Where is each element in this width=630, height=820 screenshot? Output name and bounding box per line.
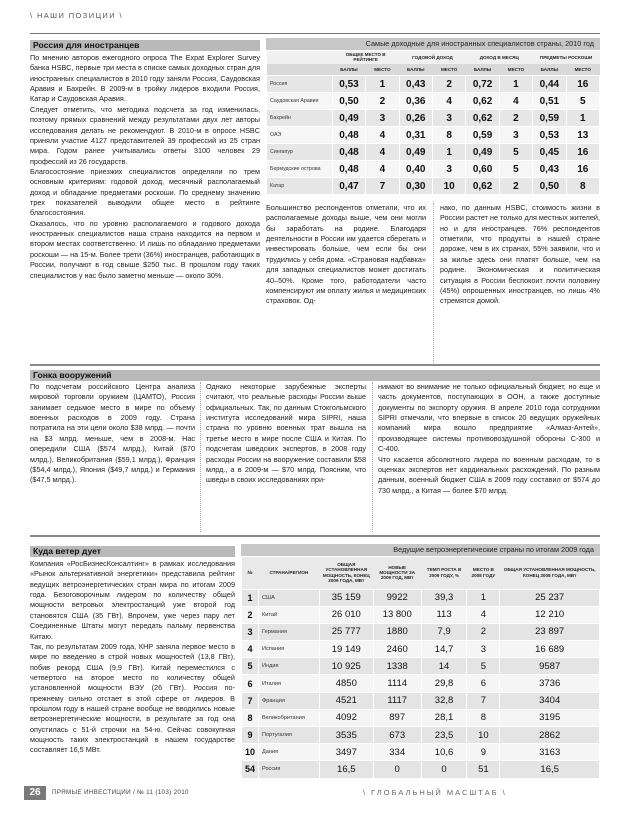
cell: 0,30 xyxy=(399,178,432,195)
paragraph: По мнению авторов ежегодного опроса The Expat Explorer Survey банка HSBC, первые три места в списке самых доходных стран для иностранных специалистов в 2010 году заняли Россия, Саудовская Аравия и Бахрейн. В 2009-м в тройку лидеров входили Россия, Катар и Саудовская Аравия. xyxy=(30,53,260,104)
table-row xyxy=(267,161,600,178)
row-country: Индия xyxy=(258,658,319,675)
cell: 16 xyxy=(566,161,599,178)
cell: 2 xyxy=(499,178,532,195)
article3-text xyxy=(30,559,235,756)
cell: 23,5 xyxy=(421,727,467,744)
cell: 2 xyxy=(366,93,399,110)
cell: 4 xyxy=(366,144,399,161)
cell: 32,8 xyxy=(421,692,467,709)
cell: 2 xyxy=(499,110,532,127)
row-country: Великобритания xyxy=(258,709,319,726)
cell: 0,59 xyxy=(533,110,566,127)
cell: 3163 xyxy=(500,744,600,761)
table-header: НОВЫЕ МОЩНОСТИ ЗА 2009 ГОД, МВт xyxy=(373,557,421,589)
row-country: Италия xyxy=(258,675,319,692)
cell: 4 xyxy=(432,93,465,110)
table-row xyxy=(267,178,600,195)
table-header: № xyxy=(242,557,259,589)
cell: 3195 xyxy=(500,709,600,726)
table-subheader: БАЛЛЫ xyxy=(466,64,499,76)
paragraph: Так, по результатам 2009 года, КНР заняла первое место в мире по введению в строй новых мощностей (13,8 ГВт), побив рекорд США (9,9 ГВт). Китай переместился с четвертого на второе место по количеству общей установленной мощности ВЭУ (26 ГВт). Россия по-прежнему сильно отстает в этой сфере от лидеров. В прошлом году в нашей стране вообще не вводились новые ветроэнергетические мощности, в результате за год она опустилась с 51-й строчки на 54-ю. Сейчас совокупная мощность таких электростанций в нашем государстве составляет 16,5 МВт. xyxy=(30,641,235,755)
cell: 9922 xyxy=(373,589,421,606)
table-header: МЕСТО В 2008 ГОДУ xyxy=(467,557,500,589)
row-country: Китай xyxy=(258,606,319,623)
table-group-header: ПРЕДМЕТЫ РОСКОШИ xyxy=(533,51,600,64)
cell: 0 xyxy=(373,761,421,778)
table-header: ТЕМП РОСТА В 2009 ГОДУ, % xyxy=(421,557,467,589)
cell: 5 xyxy=(467,658,500,675)
cell: 29,8 xyxy=(421,675,467,692)
article2-col2 xyxy=(206,382,366,486)
cell: 3 xyxy=(366,110,399,127)
cell: 0,40 xyxy=(399,161,432,178)
cell: 0,49 xyxy=(399,144,432,161)
row-country: ОАЭ xyxy=(267,127,333,144)
cell: 51 xyxy=(467,761,500,778)
cell: 6 xyxy=(467,675,500,692)
table-row xyxy=(242,692,600,709)
cell: 25 777 xyxy=(319,623,373,640)
cell: 1338 xyxy=(373,658,421,675)
row-country: Россия xyxy=(258,761,319,778)
cell: 1 xyxy=(499,76,532,93)
paragraph: Компания «РосБизнесКонсалтинг» в рамках исследования «Рынок альтернативной энергетики» представила рейтинг ведущих ветроэнергетических стран мира по итогам 2009 года. Безоговорочным лидером по количеству общей мощности ветровых электростанций уже второй год становятся США (35 ГВт). Впрочем, уже через пару лет Соединенные Штаты могут передать пальму первенства Китаю. xyxy=(30,559,235,641)
cell: 2 xyxy=(432,76,465,93)
cell: 0,36 xyxy=(399,93,432,110)
cell: 4092 xyxy=(319,709,373,726)
cell: 4521 xyxy=(319,692,373,709)
table-row xyxy=(242,623,600,640)
cell: 0,62 xyxy=(466,110,499,127)
cell: 0,72 xyxy=(466,76,499,93)
cell: 16 xyxy=(566,144,599,161)
table-header: СТРАНА/РЕГИОН xyxy=(258,557,319,589)
article1-col1 xyxy=(30,53,260,281)
table-subheader: МЕСТО xyxy=(499,64,532,76)
table-row xyxy=(242,727,600,744)
column-divider xyxy=(200,382,202,532)
row-country: Франция xyxy=(258,692,319,709)
cell: 8 xyxy=(432,127,465,144)
section-rule xyxy=(30,364,600,366)
cell: 23 897 xyxy=(500,623,600,640)
table-row xyxy=(267,127,600,144)
row-country: США xyxy=(258,589,319,606)
cell: 0,49 xyxy=(466,144,499,161)
row-country: Россия xyxy=(267,76,333,93)
row-number: 1 xyxy=(242,589,259,606)
column-divider xyxy=(372,382,374,532)
cell: 19 149 xyxy=(319,641,373,658)
row-country: Сингапур xyxy=(267,144,333,161)
row-country: Катар xyxy=(267,178,333,195)
cell: 9587 xyxy=(500,658,600,675)
cell: 10 xyxy=(432,178,465,195)
cell: 35 159 xyxy=(319,589,373,606)
row-number: 10 xyxy=(242,744,259,761)
cell: 3404 xyxy=(500,692,600,709)
cell: 0,51 xyxy=(533,93,566,110)
table-row xyxy=(242,709,600,726)
cell: 13 800 xyxy=(373,606,421,623)
article2-col1 xyxy=(30,382,195,486)
cell: 4 xyxy=(467,606,500,623)
paragraph: Оказалось, что по уровню располагаемого и годового дохода иностранных специалистов наша страна находится на первом и втором местах соответственно. И лишь по обладанию предметами роскоши — на 15-м. Более трети (36%) иностранцев, работающих в России, получают в год свыше $250 тыс. В прошлом году таких специалистов у нас было заметно меньше — около 30%. xyxy=(30,218,260,280)
cell: 0,62 xyxy=(466,93,499,110)
cell: 0 xyxy=(421,761,467,778)
row-number: 7 xyxy=(242,692,259,709)
cell: 0,59 xyxy=(466,127,499,144)
paragraph: Что касается абсолютного лидера по военным расходам, то в оценках экспертов нет кардинальных расхождений. По разным данным, военный бюджет США в 2009 году составил от $574 до 730 млрд., а Китая — более $70 млрд. xyxy=(378,454,600,495)
cell: 1 xyxy=(467,589,500,606)
paragraph: Следует отметить, что методика подсчета за год изменилась, поэтому прямых сравнений между результатами двух лет авторы исследования делать не рекомендуют. В 2010-м в опросе HSBC приняли участие 4127 представителей 39 профессий из 25 стран мира. Годом ранее учитывались ответы 3100 человек 29 профессий из 26 государств. xyxy=(30,104,260,166)
cell: 4 xyxy=(366,161,399,178)
cell: 8 xyxy=(566,178,599,195)
article2-col3 xyxy=(378,382,600,496)
cell: 4850 xyxy=(319,675,373,692)
row-number: 4 xyxy=(242,641,259,658)
paragraph: нимают во внимание не только официальный бюджет, но еще и часть документов, поступающих в ООН, а также доступные документы по экспорту оружия. В апреле 2010 года сотрудники SIPRI отмечали, что впервые в список 20 ведущих оружейных компаний мира вошло предприятие «Алмаз-Антей», производящее системы противовоздушной обороны С-300 и С-400. xyxy=(378,382,600,454)
cell: 1 xyxy=(566,110,599,127)
cell: 7 xyxy=(366,178,399,195)
cell: 0,47 xyxy=(332,178,365,195)
cell: 13 xyxy=(566,127,599,144)
footer-section-label: \ ГЛОБАЛЬНЫЙ МАСШТАБ \ xyxy=(363,788,507,797)
article1-title: Россия для иностранцев xyxy=(30,40,260,51)
cell: 3497 xyxy=(319,744,373,761)
cell: 673 xyxy=(373,727,421,744)
row-number: 6 xyxy=(242,675,259,692)
section-rule xyxy=(30,535,600,537)
cell: 7,9 xyxy=(421,623,467,640)
cell: 3736 xyxy=(500,675,600,692)
table-group-header: ДОХОД В МЕСЯЦ xyxy=(466,51,533,64)
row-country: Саудовская Аравия xyxy=(267,93,333,110)
cell: 0,60 xyxy=(466,161,499,178)
cell: 0,31 xyxy=(399,127,432,144)
table-row xyxy=(267,144,600,161)
cell: 0,45 xyxy=(533,144,566,161)
wind-table xyxy=(241,557,600,779)
cell: 10 925 xyxy=(319,658,373,675)
cell: 1117 xyxy=(373,692,421,709)
article1-col3 xyxy=(440,203,600,307)
cell: 12 210 xyxy=(500,606,600,623)
cell: 3 xyxy=(467,641,500,658)
table-row xyxy=(242,641,600,658)
cell: 0,49 xyxy=(332,110,365,127)
row-country: Дания xyxy=(258,744,319,761)
cell: 16,5 xyxy=(500,761,600,778)
row-country: Португалия xyxy=(258,727,319,744)
paragraph: Однако некоторые зарубежные эксперты считают, что реальные расходы России выше официальных. Так, по данным Стокгольмского института исследований мира SIPRI, наша страна по уровню военных трат вышла на третье место в мире после США и Китая. По подсчетам шведских экспертов, в 2008 году расходы России на вооружение составили $58 млрд., а в 2009-м — $70 млрд. Поясним, что шведы в своих исследованиях при- xyxy=(206,382,366,485)
income-table xyxy=(266,51,600,195)
cell: 7 xyxy=(467,692,500,709)
cell: 3535 xyxy=(319,727,373,744)
row-number: 9 xyxy=(242,727,259,744)
cell: 5 xyxy=(499,161,532,178)
cell: 1114 xyxy=(373,675,421,692)
corner-cell xyxy=(267,64,333,76)
cell: 3 xyxy=(499,127,532,144)
cell: 0,50 xyxy=(332,93,365,110)
table-row xyxy=(267,93,600,110)
cell: 28,1 xyxy=(421,709,467,726)
cell: 25 237 xyxy=(500,589,600,606)
cell: 897 xyxy=(373,709,421,726)
cell: 8 xyxy=(467,709,500,726)
table-subheader: МЕСТО xyxy=(566,64,599,76)
article2-title: Гонка вооружений xyxy=(30,370,600,381)
cell: 0,50 xyxy=(533,178,566,195)
table-row xyxy=(242,606,600,623)
paragraph: нако, по данным HSBC, стоимость жизни в России растет не только для местных жителей, но и для иностранцев. 76% респондентов отметили, что продукты в нашей стране дороже, чем в их странах, 55% заявили, что и за жилье здесь они платят больше, чем на родине. Экономическая и политическая ситуация в России беспокоит почти половину (45%) опрошенных иностранцев, но лишь 4% стремятся домой. xyxy=(440,203,600,306)
magazine-name: ПРЯМЫЕ ИНВЕСТИЦИИ / № 11 (103) 2010 xyxy=(52,789,189,796)
cell: 4 xyxy=(366,127,399,144)
cell: 0,48 xyxy=(332,127,365,144)
article3-title: Куда ветер дует xyxy=(30,546,235,557)
cell: 0,48 xyxy=(332,161,365,178)
table-subheader: МЕСТО xyxy=(432,64,465,76)
cell: 5 xyxy=(499,144,532,161)
cell: 0,53 xyxy=(332,76,365,93)
cell: 2862 xyxy=(500,727,600,744)
section-label: \ НАШИ ПОЗИЦИИ \ xyxy=(30,11,123,20)
cell: 10 xyxy=(467,727,500,744)
corner-cell xyxy=(267,51,333,64)
table-subheader: БАЛЛЫ xyxy=(332,64,365,76)
cell: 9 xyxy=(467,744,500,761)
table-group-header: ГОДОВОЙ ДОХОД xyxy=(399,51,466,64)
cell: 0,48 xyxy=(332,144,365,161)
cell: 39,3 xyxy=(421,589,467,606)
paragraph: Благосостояние приезжих специалистов определяли по трем основным критериям: годовой доход, месячный располагаемый доход и обладание предметами роскоши. По среднему значению трех показателей выводили общее место в рейтинге благосостояния. xyxy=(30,166,260,218)
cell: 14 xyxy=(421,658,467,675)
page-number: 26 xyxy=(24,786,46,800)
income-table-title: Самые доходные для иностранных специалистов страны, 2010 год xyxy=(266,38,600,50)
table-header: ОБЩАЯ УСТАНОВЛЕННАЯ МОЩНОСТЬ, КОНЕЦ 2008 ГОДА, МВт xyxy=(500,557,600,589)
cell: 2460 xyxy=(373,641,421,658)
wind-table-title: Ведущие ветроэнергетические страны по итогам 2009 года xyxy=(241,544,600,556)
row-country: Бахрейн xyxy=(267,110,333,127)
column-divider xyxy=(433,203,435,363)
cell: 0,62 xyxy=(466,178,499,195)
table-row xyxy=(242,658,600,675)
table-row xyxy=(267,76,600,93)
cell: 3 xyxy=(432,110,465,127)
table-subheader: БАЛЛЫ xyxy=(533,64,566,76)
row-number: 54 xyxy=(242,761,259,778)
cell: 16 xyxy=(566,76,599,93)
table-header: ОБЩАЯ УСТАНОВЛЕННАЯ МОЩНОСТЬ, КОНЕЦ 2009 ГОДА, МВт xyxy=(319,557,373,589)
table-subheader: БАЛЛЫ xyxy=(399,64,432,76)
cell: 5 xyxy=(566,93,599,110)
cell: 113 xyxy=(421,606,467,623)
cell: 26 010 xyxy=(319,606,373,623)
cell: 1880 xyxy=(373,623,421,640)
top-rule xyxy=(30,33,600,34)
cell: 10,6 xyxy=(421,744,467,761)
cell: 0,26 xyxy=(399,110,432,127)
cell: 0,53 xyxy=(533,127,566,144)
cell: 0,44 xyxy=(533,76,566,93)
row-country: Германия xyxy=(258,623,319,640)
row-number: 3 xyxy=(242,623,259,640)
cell: 1 xyxy=(432,144,465,161)
table-row xyxy=(242,675,600,692)
row-country: Бермудские острова xyxy=(267,161,333,178)
row-country: Испания xyxy=(258,641,319,658)
cell: 2 xyxy=(467,623,500,640)
table-row xyxy=(242,589,600,606)
paragraph: По подсчетам российского Центра анализа мировой торговли оружием (ЦАМТО), Россия занимает седьмое место в мире по объему военных расходов в 2009 году. Страна потратила на эти цели около $38 млрд. — почти на $3 млрд. меньше, чем в 2008-м. Нас опередили США ($574 млрд.), Китай ($70 млрд.), Великобритания ($59,1 млрд.), Франция ($54,4 млрд.), Япония ($49,7 млрд.) и Германия ($47,5 млрд.). xyxy=(30,382,195,485)
row-number: 5 xyxy=(242,658,259,675)
cell: 4 xyxy=(499,93,532,110)
table-row xyxy=(242,761,600,778)
cell: 0,43 xyxy=(533,161,566,178)
cell: 14,7 xyxy=(421,641,467,658)
table-row xyxy=(242,744,600,761)
cell: 16,5 xyxy=(319,761,373,778)
paragraph: Большинство респондентов отметили, что их располагаемые доходы выше, чем они могли бы заработать на родине. Благодаря деятельности в России им удается сберегать и инвестировать больше, чем если бы они трудились у себя дома. «Страновая надбавка» для западных специалистов может достигать 40–50%. Кроме того, работодатели часто компенсируют им оплату жилья и медицинских страховок. Од- xyxy=(266,203,426,306)
cell: 1 xyxy=(366,76,399,93)
table-group-header: ОБЩЕЕ МЕСТО В РЕЙТИНГЕ xyxy=(332,51,399,64)
cell: 16 689 xyxy=(500,641,600,658)
row-number: 8 xyxy=(242,709,259,726)
table-row xyxy=(267,110,600,127)
cell: 334 xyxy=(373,744,421,761)
table-subheader: МЕСТО xyxy=(366,64,399,76)
cell: 3 xyxy=(432,161,465,178)
row-number: 2 xyxy=(242,606,259,623)
article1-col2 xyxy=(266,203,426,307)
cell: 0,43 xyxy=(399,76,432,93)
